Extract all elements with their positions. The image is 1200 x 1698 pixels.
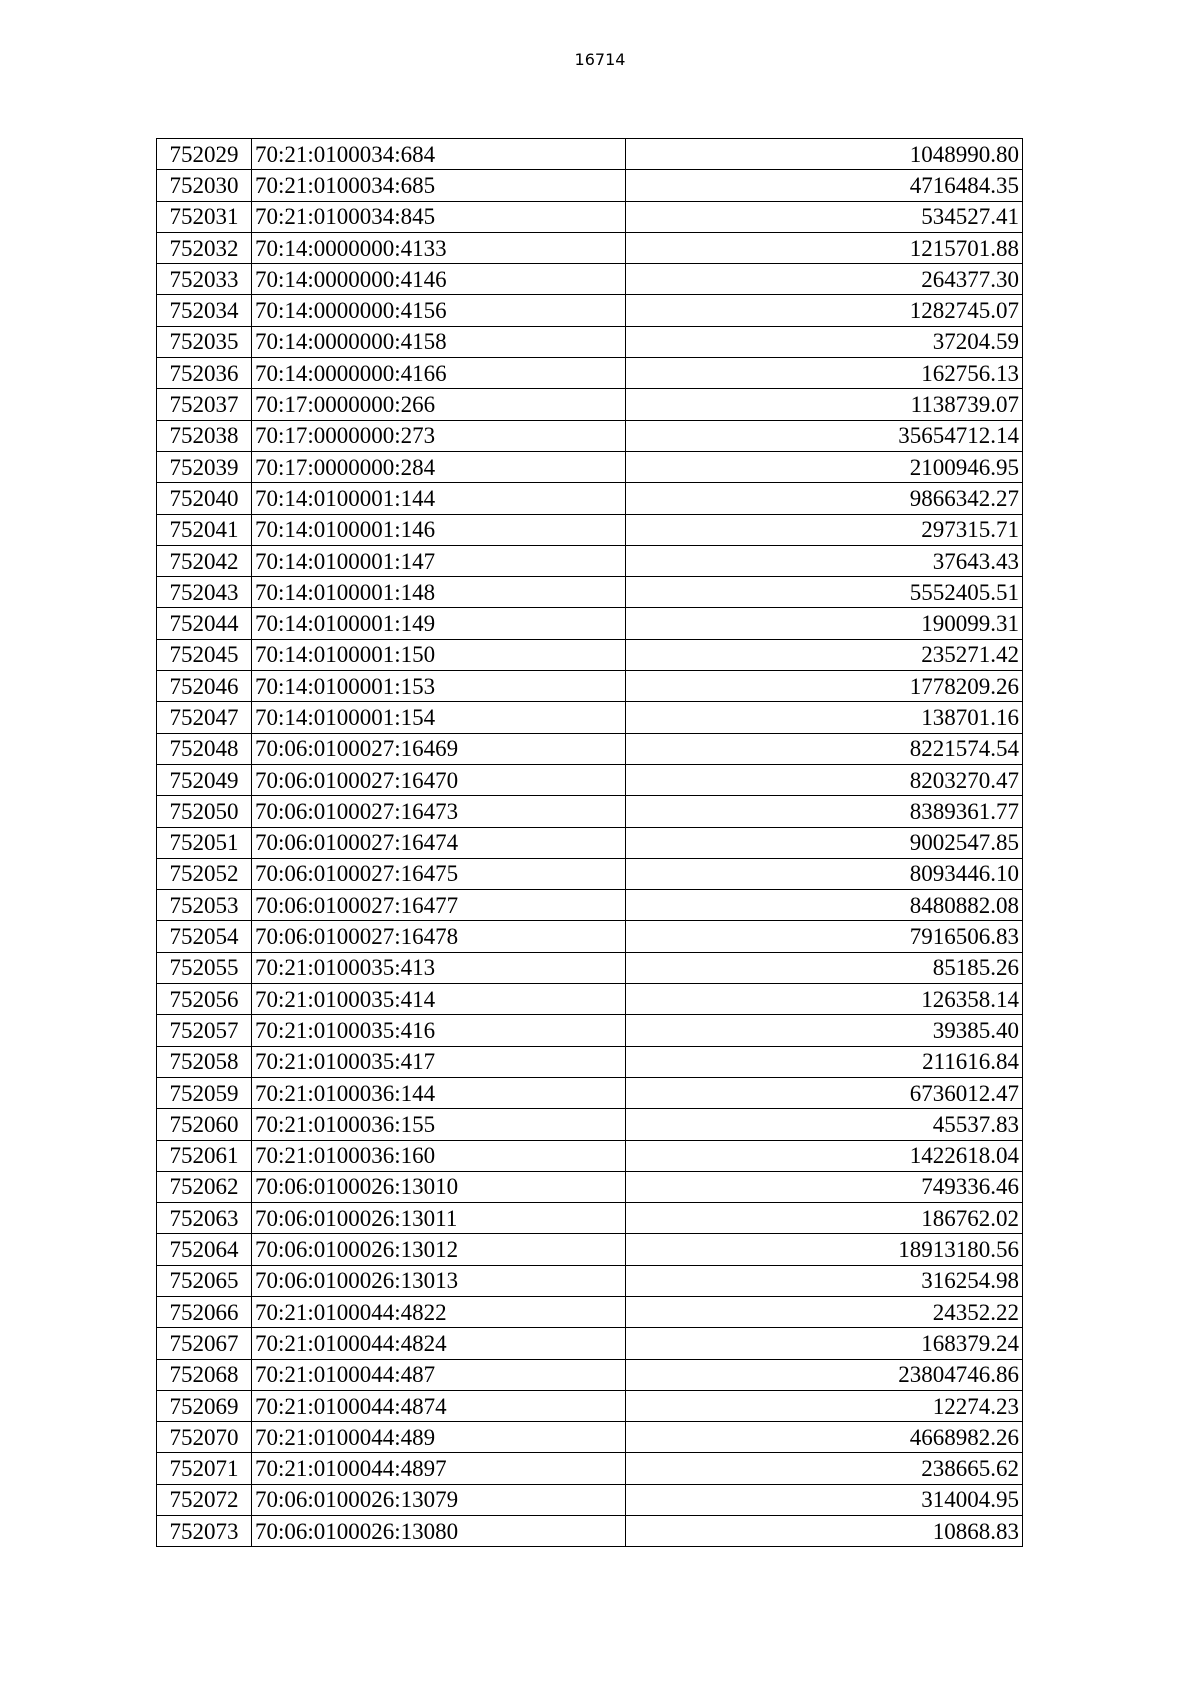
table-row: [157, 1453, 1023, 1484]
table-row: [157, 858, 1023, 889]
row-number-cell: 752050: [157, 796, 252, 827]
cadastral-number-cell: 70:06:0100027:16474: [252, 827, 626, 858]
table-row: [157, 952, 1023, 983]
row-number-cell: 752038: [157, 420, 252, 451]
cadastral-value-cell: 235271.42: [626, 639, 1023, 670]
table-row: [157, 264, 1023, 295]
cadastral-number-cell: 70:21:0100034:684: [252, 139, 626, 170]
cadastral-value-cell: 534527.41: [626, 201, 1023, 232]
cadastral-number-cell: 70:06:0100026:13013: [252, 1265, 626, 1296]
table-row: [157, 1296, 1023, 1327]
cadastral-value-cell: 749336.46: [626, 1171, 1023, 1202]
table-row: [157, 389, 1023, 420]
row-number-cell: 752046: [157, 671, 252, 702]
cadastral-number-cell: 70:21:0100035:417: [252, 1046, 626, 1077]
table-row: [157, 984, 1023, 1015]
row-number-cell: 752068: [157, 1359, 252, 1390]
cadastral-value-table: [156, 138, 1023, 1547]
table-row: [157, 1265, 1023, 1296]
table-row: [157, 921, 1023, 952]
table-row: [157, 358, 1023, 389]
cadastral-number-cell: 70:14:0100001:149: [252, 608, 626, 639]
table-row: [157, 890, 1023, 921]
table-row: [157, 764, 1023, 795]
cadastral-number-cell: 70:14:0000000:4156: [252, 295, 626, 326]
cadastral-value-cell: 238665.62: [626, 1453, 1023, 1484]
row-number-cell: 752058: [157, 1046, 252, 1077]
row-number-cell: 752071: [157, 1453, 252, 1484]
row-number-cell: 752051: [157, 827, 252, 858]
cadastral-number-cell: 70:14:0100001:147: [252, 545, 626, 576]
cadastral-number-cell: 70:21:0100036:144: [252, 1077, 626, 1108]
cadastral-value-cell: 18913180.56: [626, 1234, 1023, 1265]
row-number-cell: 752035: [157, 326, 252, 357]
row-number-cell: 752043: [157, 577, 252, 608]
table-row: [157, 1234, 1023, 1265]
cadastral-value-cell: 126358.14: [626, 984, 1023, 1015]
cadastral-number-cell: 70:21:0100044:4824: [252, 1328, 626, 1359]
cadastral-number-cell: 70:17:0000000:273: [252, 420, 626, 451]
row-number-cell: 752073: [157, 1516, 252, 1547]
cadastral-value-cell: 1215701.88: [626, 232, 1023, 263]
table-row: [157, 420, 1023, 451]
table-row: [157, 483, 1023, 514]
table-row: [157, 827, 1023, 858]
cadastral-number-cell: 70:06:0100026:13080: [252, 1516, 626, 1547]
cadastral-number-cell: 70:21:0100044:4822: [252, 1296, 626, 1327]
table-row: [157, 1015, 1023, 1046]
cadastral-value-cell: 37204.59: [626, 326, 1023, 357]
row-number-cell: 752057: [157, 1015, 252, 1046]
table-row: [157, 733, 1023, 764]
cadastral-value-cell: 5552405.51: [626, 577, 1023, 608]
row-number-cell: 752040: [157, 483, 252, 514]
table-row: [157, 1140, 1023, 1171]
cadastral-number-cell: 70:21:0100044:487: [252, 1359, 626, 1390]
cadastral-value-cell: 297315.71: [626, 514, 1023, 545]
row-number-cell: 752052: [157, 858, 252, 889]
table-body: [157, 139, 1023, 1547]
cadastral-value-cell: 8093446.10: [626, 858, 1023, 889]
row-number-cell: 752048: [157, 733, 252, 764]
cadastral-value-cell: 9866342.27: [626, 483, 1023, 514]
cadastral-value-cell: 12274.23: [626, 1390, 1023, 1421]
cadastral-number-cell: 70:21:0100044:4897: [252, 1453, 626, 1484]
cadastral-value-cell: 314004.95: [626, 1484, 1023, 1515]
table-row: [157, 1359, 1023, 1390]
cadastral-value-cell: 4668982.26: [626, 1422, 1023, 1453]
cadastral-value-cell: 35654712.14: [626, 420, 1023, 451]
row-number-cell: 752065: [157, 1265, 252, 1296]
table-row: [157, 1422, 1023, 1453]
cadastral-number-cell: 70:06:0100027:16478: [252, 921, 626, 952]
cadastral-number-cell: 70:06:0100026:13079: [252, 1484, 626, 1515]
cadastral-number-cell: 70:06:0100027:16470: [252, 764, 626, 795]
cadastral-value-cell: 8480882.08: [626, 890, 1023, 921]
cadastral-value-cell: 85185.26: [626, 952, 1023, 983]
cadastral-number-cell: 70:21:0100035:413: [252, 952, 626, 983]
table-row: [157, 1109, 1023, 1140]
cadastral-number-cell: 70:06:0100027:16469: [252, 733, 626, 764]
cadastral-value-cell: 168379.24: [626, 1328, 1023, 1359]
cadastral-number-cell: 70:14:0000000:4146: [252, 264, 626, 295]
table-row: [157, 1046, 1023, 1077]
row-number-cell: 752030: [157, 170, 252, 201]
row-number-cell: 752070: [157, 1422, 252, 1453]
row-number-cell: 752067: [157, 1328, 252, 1359]
cadastral-value-cell: 186762.02: [626, 1203, 1023, 1234]
cadastral-value-cell: 39385.40: [626, 1015, 1023, 1046]
cadastral-value-cell: 162756.13: [626, 358, 1023, 389]
cadastral-number-cell: 70:21:0100035:414: [252, 984, 626, 1015]
cadastral-value-cell: 1282745.07: [626, 295, 1023, 326]
cadastral-value-cell: 45537.83: [626, 1109, 1023, 1140]
row-number-cell: 752044: [157, 608, 252, 639]
cadastral-value-cell: 1138739.07: [626, 389, 1023, 420]
row-number-cell: 752059: [157, 1077, 252, 1108]
cadastral-number-cell: 70:14:0000000:4158: [252, 326, 626, 357]
table-row: [157, 295, 1023, 326]
row-number-cell: 752066: [157, 1296, 252, 1327]
row-number-cell: 752047: [157, 702, 252, 733]
cadastral-value-cell: 9002547.85: [626, 827, 1023, 858]
cadastral-value-cell: 190099.31: [626, 608, 1023, 639]
table-row: [157, 139, 1023, 170]
cadastral-value-cell: 138701.16: [626, 702, 1023, 733]
table-row: [157, 514, 1023, 545]
table-row: [157, 671, 1023, 702]
cadastral-value-cell: 1778209.26: [626, 671, 1023, 702]
table-row: [157, 639, 1023, 670]
row-number-cell: 752033: [157, 264, 252, 295]
cadastral-value-cell: 8389361.77: [626, 796, 1023, 827]
row-number-cell: 752056: [157, 984, 252, 1015]
table-row: [157, 326, 1023, 357]
row-number-cell: 752062: [157, 1171, 252, 1202]
cadastral-number-cell: 70:17:0000000:284: [252, 451, 626, 482]
cadastral-value-cell: 8221574.54: [626, 733, 1023, 764]
row-number-cell: 752054: [157, 921, 252, 952]
row-number-cell: 752031: [157, 201, 252, 232]
cadastral-number-cell: 70:14:0100001:146: [252, 514, 626, 545]
cadastral-value-cell: 1048990.80: [626, 139, 1023, 170]
table-row: [157, 1171, 1023, 1202]
table-row: [157, 702, 1023, 733]
row-number-cell: 752064: [157, 1234, 252, 1265]
cadastral-number-cell: 70:14:0100001:153: [252, 671, 626, 702]
row-number-cell: 752069: [157, 1390, 252, 1421]
cadastral-value-cell: 7916506.83: [626, 921, 1023, 952]
cadastral-value-cell: 6736012.47: [626, 1077, 1023, 1108]
row-number-cell: 752032: [157, 232, 252, 263]
cadastral-value-cell: 1422618.04: [626, 1140, 1023, 1171]
cadastral-value-cell: 264377.30: [626, 264, 1023, 295]
cadastral-number-cell: 70:06:0100027:16473: [252, 796, 626, 827]
table-row: [157, 577, 1023, 608]
table-row: [157, 1203, 1023, 1234]
cadastral-number-cell: 70:14:0100001:154: [252, 702, 626, 733]
row-number-cell: 752060: [157, 1109, 252, 1140]
table-row: [157, 1077, 1023, 1108]
cadastral-number-cell: 70:06:0100026:13010: [252, 1171, 626, 1202]
cadastral-number-cell: 70:21:0100034:845: [252, 201, 626, 232]
cadastral-number-cell: 70:21:0100034:685: [252, 170, 626, 201]
cadastral-value-cell: 23804746.86: [626, 1359, 1023, 1390]
cadastral-number-cell: 70:06:0100026:13012: [252, 1234, 626, 1265]
cadastral-number-cell: 70:21:0100044:4874: [252, 1390, 626, 1421]
table-row: [157, 796, 1023, 827]
cadastral-number-cell: 70:17:0000000:266: [252, 389, 626, 420]
cadastral-value-cell: 24352.22: [626, 1296, 1023, 1327]
table-row: [157, 201, 1023, 232]
table-row: [157, 1390, 1023, 1421]
cadastral-number-cell: 70:14:0100001:144: [252, 483, 626, 514]
table-row: [157, 170, 1023, 201]
table-row: [157, 608, 1023, 639]
cadastral-number-cell: 70:06:0100027:16475: [252, 858, 626, 889]
row-number-cell: 752055: [157, 952, 252, 983]
cadastral-number-cell: 70:14:0000000:4133: [252, 232, 626, 263]
row-number-cell: 752036: [157, 358, 252, 389]
row-number-cell: 752034: [157, 295, 252, 326]
cadastral-number-cell: 70:14:0100001:150: [252, 639, 626, 670]
cadastral-number-cell: 70:21:0100036:160: [252, 1140, 626, 1171]
cadastral-number-cell: 70:14:0100001:148: [252, 577, 626, 608]
cadastral-value-cell: 37643.43: [626, 545, 1023, 576]
cadastral-number-cell: 70:06:0100027:16477: [252, 890, 626, 921]
table-row: [157, 1484, 1023, 1515]
row-number-cell: 752072: [157, 1484, 252, 1515]
row-number-cell: 752061: [157, 1140, 252, 1171]
cadastral-number-cell: 70:14:0000000:4166: [252, 358, 626, 389]
table-row: [157, 1328, 1023, 1359]
cadastral-value-cell: 211616.84: [626, 1046, 1023, 1077]
cadastral-value-cell: 8203270.47: [626, 764, 1023, 795]
cadastral-value-cell: 316254.98: [626, 1265, 1023, 1296]
row-number-cell: 752037: [157, 389, 252, 420]
table-row: [157, 232, 1023, 263]
cadastral-value-cell: 2100946.95: [626, 451, 1023, 482]
row-number-cell: 752045: [157, 639, 252, 670]
row-number-cell: 752042: [157, 545, 252, 576]
page-number: 16714: [574, 50, 626, 69]
cadastral-number-cell: 70:21:0100036:155: [252, 1109, 626, 1140]
row-number-cell: 752039: [157, 451, 252, 482]
table-row: [157, 451, 1023, 482]
cadastral-value-cell: 4716484.35: [626, 170, 1023, 201]
cadastral-number-cell: 70:06:0100026:13011: [252, 1203, 626, 1234]
cadastral-value-cell: 10868.83: [626, 1516, 1023, 1547]
row-number-cell: 752029: [157, 139, 252, 170]
cadastral-number-cell: 70:21:0100035:416: [252, 1015, 626, 1046]
row-number-cell: 752053: [157, 890, 252, 921]
row-number-cell: 752063: [157, 1203, 252, 1234]
table-row: [157, 545, 1023, 576]
row-number-cell: 752049: [157, 764, 252, 795]
row-number-cell: 752041: [157, 514, 252, 545]
cadastral-number-cell: 70:21:0100044:489: [252, 1422, 626, 1453]
table-row: [157, 1516, 1023, 1547]
